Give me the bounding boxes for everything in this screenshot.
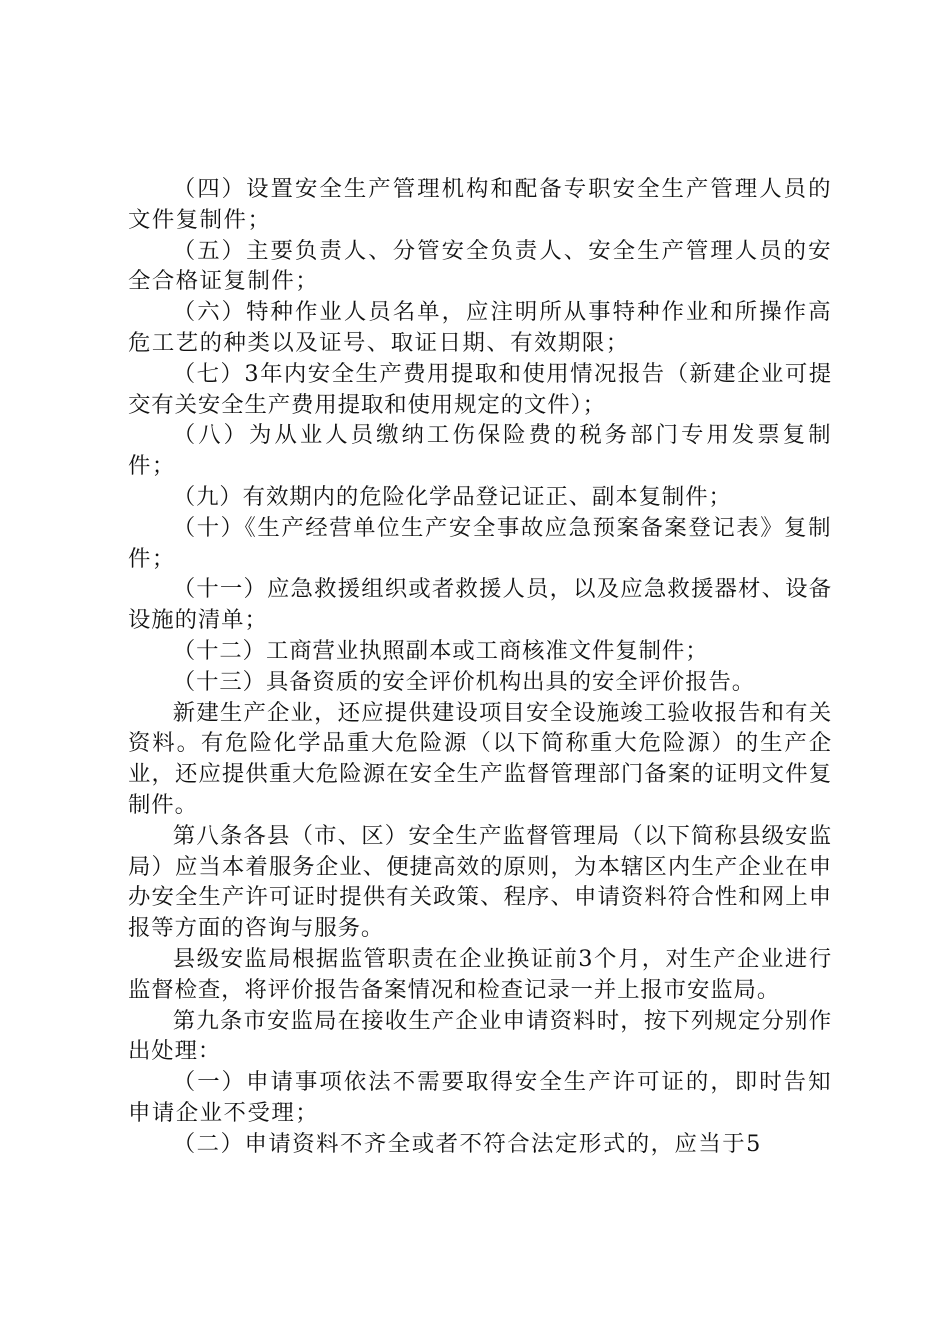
paragraph-article-9: 第九条市安监局在接收生产企业申请资料时，按下列规定分别作出处理： bbox=[128, 1007, 832, 1065]
paragraph-item-2: （二）申请资料不齐全或者不符合法定形式的，应当于5 bbox=[172, 1130, 762, 1157]
paragraph-item-13: （十三）具备资质的安全评价机构出具的安全评价报告。 bbox=[172, 668, 756, 695]
paragraph-article-8: 第八条各县（市、区）安全生产监督管理局（以下简称县级安监局）应当本着服务企业、便捷高效的原则，为本辖区内生产企业在申办安全生产许可证时提供有关政策、程序、申请资料符合性和网上申报等方面的咨询与服务。 bbox=[128, 822, 832, 942]
paragraph-item-4: （四）设置安全生产管理机构和配备专职安全生产管理人员的文件复制件； bbox=[128, 176, 832, 233]
document-body bbox=[128, 174, 832, 1160]
paragraph-county-bureau: 县级安监局根据监管职责在企业换证前3个月，对生产企业进行监督检查，将评价报告备案情况和检查记录一并上报市安监局。 bbox=[128, 945, 832, 1003]
paragraph-item-11: （十一）应急救援组织或者救援人员，以及应急救援器材、设备设施的清单； bbox=[128, 576, 832, 634]
paragraph-item-12: （十二）工商营业执照副本或工商核准文件复制件； bbox=[172, 637, 709, 664]
paragraph-item-5: （五）主要负责人、分管安全负责人、安全生产管理人员的安全合格证复制件； bbox=[128, 237, 832, 295]
paragraph-item-6: （六）特种作业人员名单，应注明所从事特种作业和所操作高危工艺的种类以及证号、取证日期、有效期限； bbox=[128, 299, 832, 356]
paragraph-new-enterprise: 新建生产企业，还应提供建设项目安全设施竣工验收报告和有关资料。有危险化学品重大危险源（以下简称重大危险源）的生产企业，还应提供重大危险源在安全生产监督管理部门备案的证明文件复制件。 bbox=[128, 699, 832, 818]
paragraph-item-10: （十）《生产经营单位生产安全事故应急预案备案登记表》复制件； bbox=[128, 514, 832, 572]
paragraph-item-1: （一）申请事项依法不需要取得安全生产许可证的，即时告知申请企业不受理； bbox=[128, 1069, 832, 1126]
paragraph-item-8: （八）为从业人员缴纳工伤保险费的税务部门专用发票复制件； bbox=[128, 422, 832, 480]
paragraph-item-7: （七）3年内安全生产费用提取和使用情况报告（新建企业可提交有关安全生产费用提取和使用规定的文件）； bbox=[128, 360, 832, 418]
paragraph-item-9: （九）有效期内的危险化学品登记证正、副本复制件； bbox=[172, 483, 732, 510]
